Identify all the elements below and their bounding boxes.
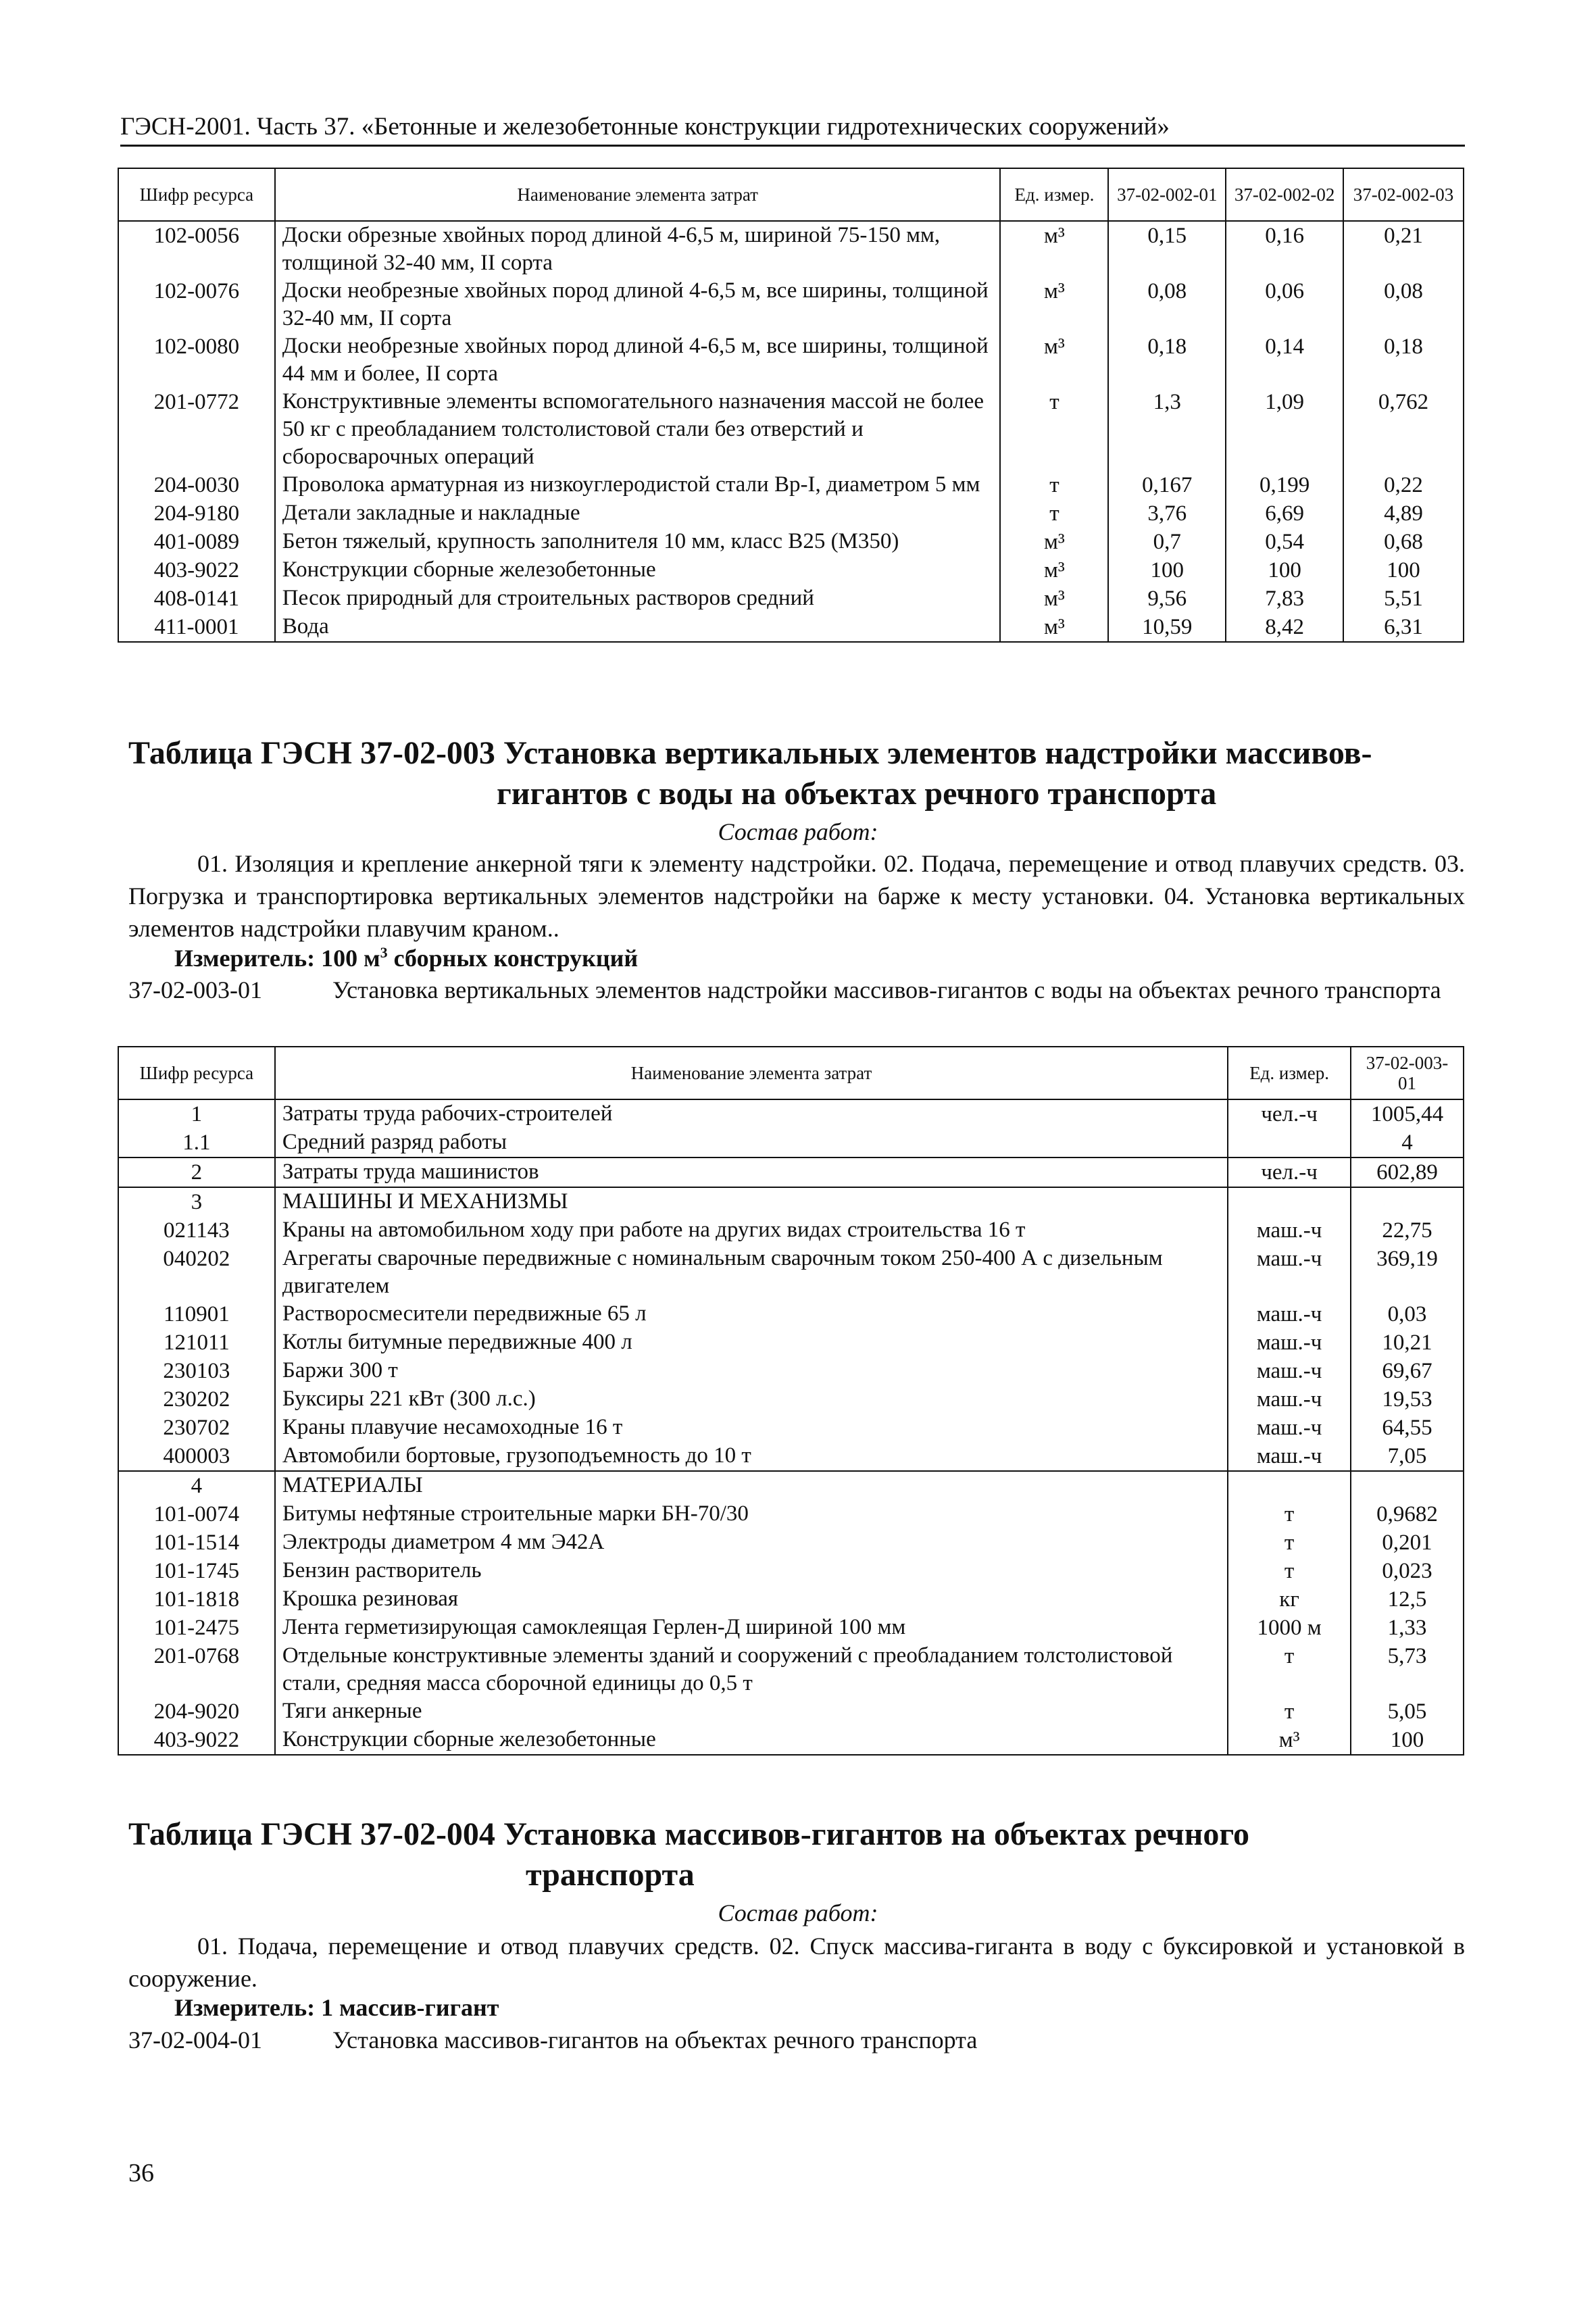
page-number: 36 bbox=[128, 2159, 154, 2187]
resource-name-cell: Краны плавучие несамоходные 16 т bbox=[275, 1414, 1228, 1442]
table-row bbox=[118, 332, 1464, 388]
unit-cell: кг bbox=[1228, 1585, 1351, 1614]
unit-cell: т bbox=[1000, 471, 1108, 499]
unit-cell: маш.-ч bbox=[1228, 1357, 1351, 1385]
resource-code-cell: 110901 bbox=[118, 1300, 275, 1328]
resource-code-cell: 101-1745 bbox=[118, 1557, 275, 1585]
unit-cell bbox=[1228, 1128, 1351, 1158]
norm-value-cell: 1,3 bbox=[1108, 388, 1226, 471]
column-header-norm-2: 37-02-002-02 bbox=[1226, 168, 1343, 221]
norm-value-cell: 4 bbox=[1351, 1128, 1464, 1158]
table-row bbox=[118, 388, 1464, 471]
unit-cell: т bbox=[1228, 1557, 1351, 1585]
resource-code-cell: 4 bbox=[118, 1471, 275, 1500]
unit-cell: т bbox=[1000, 388, 1108, 471]
composition-label: Состав работ: bbox=[718, 1899, 878, 1926]
table-row bbox=[118, 1187, 1464, 1216]
resource-name-cell: Растворосмесители передвижные 65 л bbox=[275, 1300, 1228, 1328]
unit-cell: т bbox=[1228, 1500, 1351, 1528]
resource-name-cell: Доски необрезные хвойных пород длиной 4-6,5 м, все ширины, толщиной 44 мм и более, II сорта bbox=[275, 332, 1001, 388]
norm-code-row bbox=[128, 2024, 1473, 2056]
table-row bbox=[118, 1697, 1464, 1726]
unit-cell: маш.-ч bbox=[1228, 1328, 1351, 1357]
resource-code-cell: 101-0074 bbox=[118, 1500, 275, 1528]
norm-value-cell bbox=[1351, 1471, 1464, 1500]
section-title-line-1: Таблица ГЭСН 37-02-003 Установка вертикальных элементов надстройки массивов- bbox=[128, 735, 1372, 771]
column-header-name: Наименование элемента затрат bbox=[275, 1047, 1228, 1099]
unit-cell: маш.-ч bbox=[1228, 1414, 1351, 1442]
unit-cell: м³ bbox=[1000, 584, 1108, 613]
table-row bbox=[118, 471, 1464, 499]
unit-cell bbox=[1228, 1187, 1351, 1216]
table-row bbox=[118, 1726, 1464, 1755]
section-title-line-2: гигантов с воды на объектах речного транспорта bbox=[497, 776, 1217, 812]
resource-name-cell: Конструкции сборные железобетонные bbox=[275, 1726, 1228, 1755]
norm-description: Установка вертикальных элементов надстройки массивов-гигантов с воды на объектах речного транспорта bbox=[332, 976, 1441, 1003]
resource-name-cell: Песок природный для строительных растворов средний bbox=[275, 584, 1001, 613]
page-header: ГЭСН-2001. Часть 37. «Бетонные и железобетонные конструкции гидротехнических сооружений» bbox=[120, 112, 1465, 147]
resource-name-cell: Доски обрезные хвойных пород длиной 4-6,5 м, шириной 75-150 мм, толщиной 32-40 мм, II сорта bbox=[275, 221, 1001, 277]
resource-name-cell: Конструкции сборные железобетонные bbox=[275, 556, 1001, 584]
norm-value-cell: 69,67 bbox=[1351, 1357, 1464, 1385]
norm-value-cell: 0,199 bbox=[1226, 471, 1343, 499]
norm-value-cell: 22,75 bbox=[1351, 1216, 1464, 1245]
norm-value-cell: 5,05 bbox=[1351, 1697, 1464, 1726]
resource-code-cell: 411-0001 bbox=[118, 613, 275, 642]
table-row bbox=[118, 1357, 1464, 1385]
norm-value-cell: 0,167 bbox=[1108, 471, 1226, 499]
section-title-37-02-004 bbox=[128, 1814, 1473, 1895]
norm-value-cell: 12,5 bbox=[1351, 1585, 1464, 1614]
norm-value-cell: 0,18 bbox=[1108, 332, 1226, 388]
unit-cell: чел.-ч bbox=[1228, 1099, 1351, 1128]
unit-cell: м³ bbox=[1000, 221, 1108, 277]
column-header-norm-3: 37-02-002-03 bbox=[1343, 168, 1464, 221]
norm-value-cell: 10,59 bbox=[1108, 613, 1226, 642]
resource-name-cell: Конструктивные элементы вспомогательного назначения массой не более 50 кг с преобладанием толстолистовой стали без отверстий и сборосварочных операций bbox=[275, 388, 1001, 471]
resource-name-cell: Буксиры 221 кВт (300 л.с.) bbox=[275, 1385, 1228, 1414]
table-row bbox=[118, 1642, 1464, 1697]
norm-value-cell: 0,54 bbox=[1226, 528, 1343, 556]
composition-text: 01. Изоляция и крепление анкерной тяги к элементу надстройки. 02. Подача, перемещение и отвод плавучих средств. 03. Погрузка и транспортировка вертикальных элементов надстройки на барже к месту установки. 04. Установка вертикальных элементов надстройки плавучим краном.. bbox=[128, 850, 1465, 942]
resource-code-cell: 204-9020 bbox=[118, 1697, 275, 1726]
resource-code-cell: 1 bbox=[118, 1099, 275, 1128]
norm-value-cell: 0,18 bbox=[1343, 332, 1464, 388]
resource-code-cell: 230702 bbox=[118, 1414, 275, 1442]
resource-table-37-02-002 bbox=[118, 168, 1464, 643]
norm-value-cell: 3,76 bbox=[1108, 499, 1226, 528]
table-row bbox=[118, 277, 1464, 332]
resource-code-cell: 101-1818 bbox=[118, 1585, 275, 1614]
norm-value-cell: 8,42 bbox=[1226, 613, 1343, 642]
table-row bbox=[118, 584, 1464, 613]
unit-cell: маш.-ч bbox=[1228, 1216, 1351, 1245]
resource-code-cell: 102-0056 bbox=[118, 221, 275, 277]
resource-name-cell: Битумы нефтяные строительные марки БН-70/30 bbox=[275, 1500, 1228, 1528]
resource-table-37-02-003 bbox=[118, 1046, 1464, 1756]
resource-code-cell: 201-0772 bbox=[118, 388, 275, 471]
unit-cell: маш.-ч bbox=[1228, 1245, 1351, 1300]
table-row bbox=[118, 1585, 1464, 1614]
resource-code-cell: 2 bbox=[118, 1158, 275, 1187]
resource-code-cell: 230103 bbox=[118, 1357, 275, 1385]
resource-name-cell: Автомобили бортовые, грузоподъемность до 10 т bbox=[275, 1442, 1228, 1471]
norm-value-cell: 0,08 bbox=[1108, 277, 1226, 332]
unit-cell: маш.-ч bbox=[1228, 1442, 1351, 1471]
table-row bbox=[118, 1328, 1464, 1357]
table-row bbox=[118, 221, 1464, 277]
resource-name-cell: Лента герметизирующая самоклеящая Герлен-Д шириной 100 мм bbox=[275, 1614, 1228, 1642]
resource-name-cell: Отдельные конструктивные элементы зданий и сооружений с преобладанием толстолистовой стали, средняя масса сборочной единицы до 0,5 т bbox=[275, 1642, 1228, 1697]
norm-value-cell: 9,56 bbox=[1108, 584, 1226, 613]
resource-name-cell: Баржи 300 т bbox=[275, 1357, 1228, 1385]
norm-value-cell: 0,023 bbox=[1351, 1557, 1464, 1585]
unit-cell: т bbox=[1228, 1642, 1351, 1697]
section-title-37-02-003 bbox=[128, 733, 1473, 814]
table-row bbox=[118, 1614, 1464, 1642]
measure-unit: Измеритель: 100 $м^3$ сборных конструкций bbox=[174, 944, 639, 972]
norm-value-cell: 100 bbox=[1108, 556, 1226, 584]
column-header-norm-1: 37-02-003-01 bbox=[1351, 1047, 1464, 1099]
norm-value-cell: 5,73 bbox=[1351, 1642, 1464, 1697]
norm-value-cell: 6,31 bbox=[1343, 613, 1464, 642]
resource-name-cell: Затраты труда рабочих-строителей bbox=[275, 1099, 1228, 1128]
column-header-code: Шифр ресурса bbox=[118, 168, 275, 221]
unit-cell: м³ bbox=[1000, 613, 1108, 642]
norm-value-cell: 1,09 bbox=[1226, 388, 1343, 471]
norm-value-cell: 0,7 bbox=[1108, 528, 1226, 556]
resource-code-cell: 102-0076 bbox=[118, 277, 275, 332]
column-header-name: Наименование элемента затрат bbox=[275, 168, 1001, 221]
norm-value-cell: 19,53 bbox=[1351, 1385, 1464, 1414]
resource-name-cell: МАТЕРИАЛЫ bbox=[275, 1471, 1228, 1500]
norm-value-cell: 0,21 bbox=[1343, 221, 1464, 277]
resource-code-cell: 204-9180 bbox=[118, 499, 275, 528]
resource-name-cell: Затраты труда машинистов bbox=[275, 1158, 1228, 1187]
resource-code-cell: 3 bbox=[118, 1187, 275, 1216]
unit-cell: т bbox=[1228, 1528, 1351, 1557]
table-row bbox=[118, 1557, 1464, 1585]
unit-cell: 1000 м bbox=[1228, 1614, 1351, 1642]
unit-cell: т bbox=[1228, 1697, 1351, 1726]
table-row bbox=[118, 1442, 1464, 1471]
norm-value-cell: 100 bbox=[1351, 1726, 1464, 1755]
resource-name-cell: Вода bbox=[275, 613, 1001, 642]
unit-cell: маш.-ч bbox=[1228, 1300, 1351, 1328]
norm-value-cell: 0,762 bbox=[1343, 388, 1464, 471]
resource-code-cell: 401-0089 bbox=[118, 528, 275, 556]
norm-value-cell bbox=[1351, 1187, 1464, 1216]
table-row bbox=[118, 528, 1464, 556]
resource-code-cell: 101-2475 bbox=[118, 1614, 275, 1642]
table-row bbox=[118, 1414, 1464, 1442]
norm-value-cell: 0,16 bbox=[1226, 221, 1343, 277]
resource-name-cell: Детали закладные и накладные bbox=[275, 499, 1001, 528]
unit-cell: т bbox=[1000, 499, 1108, 528]
norm-code: 37-02-004-01 bbox=[128, 2026, 262, 2053]
table-row bbox=[118, 1128, 1464, 1158]
unit-cell: м³ bbox=[1000, 528, 1108, 556]
unit-cell: маш.-ч bbox=[1228, 1385, 1351, 1414]
norm-value-cell: 1,33 bbox=[1351, 1614, 1464, 1642]
norm-value-cell: 0,9682 bbox=[1351, 1500, 1464, 1528]
section-title-line-1: Таблица ГЭСН 37-02-004 Установка массивов-гигантов на объектах речного bbox=[128, 1816, 1249, 1852]
norm-value-cell: 100 bbox=[1343, 556, 1464, 584]
column-header-unit: Ед. измер. bbox=[1228, 1047, 1351, 1099]
resource-code-cell: 1.1 bbox=[118, 1128, 275, 1158]
resource-code-cell: 408-0141 bbox=[118, 584, 275, 613]
resource-name-cell: Доски необрезные хвойных пород длиной 4-6,5 м, все ширины, толщиной 32-40 мм, II сорта bbox=[275, 277, 1001, 332]
resource-name-cell: Краны на автомобильном ходу при работе на других видах строительства 16 т bbox=[275, 1216, 1228, 1245]
norm-value-cell: 0,03 bbox=[1351, 1300, 1464, 1328]
norm-value-cell: 0,06 bbox=[1226, 277, 1343, 332]
resource-name-cell: Бетон тяжелый, крупность заполнителя 10 мм, класс В25 (М350) bbox=[275, 528, 1001, 556]
resource-name-cell: Котлы битумные передвижные 400 л bbox=[275, 1328, 1228, 1357]
resource-code-cell: 403-9022 bbox=[118, 556, 275, 584]
resource-code-cell: 230202 bbox=[118, 1385, 275, 1414]
table-row bbox=[118, 1300, 1464, 1328]
norm-value-cell: 7,83 bbox=[1226, 584, 1343, 613]
norm-value-cell: 100 bbox=[1226, 556, 1343, 584]
norm-value-cell: 10,21 bbox=[1351, 1328, 1464, 1357]
norm-value-cell: 64,55 bbox=[1351, 1414, 1464, 1442]
norm-value-cell: 6,69 bbox=[1226, 499, 1343, 528]
unit-cell: чел.-ч bbox=[1228, 1158, 1351, 1187]
norm-code-row bbox=[128, 974, 1473, 1039]
norm-value-cell: 5,51 bbox=[1343, 584, 1464, 613]
resource-code-cell: 021143 bbox=[118, 1216, 275, 1245]
norm-value-cell: 1005,44 bbox=[1351, 1099, 1464, 1128]
table-row bbox=[118, 1528, 1464, 1557]
resource-code-cell: 403-9022 bbox=[118, 1726, 275, 1755]
table-row bbox=[118, 1245, 1464, 1300]
norm-value-cell: 0,201 bbox=[1351, 1528, 1464, 1557]
norm-value-cell: 369,19 bbox=[1351, 1245, 1464, 1300]
resource-code-cell: 040202 bbox=[118, 1245, 275, 1300]
table-row bbox=[118, 1216, 1464, 1245]
resource-code-cell: 201-0768 bbox=[118, 1642, 275, 1697]
resource-code-cell: 121011 bbox=[118, 1328, 275, 1357]
unit-cell: м³ bbox=[1000, 277, 1108, 332]
table-row bbox=[118, 556, 1464, 584]
unit-cell: м³ bbox=[1000, 556, 1108, 584]
resource-code-cell: 204-0030 bbox=[118, 471, 275, 499]
table-row bbox=[118, 1500, 1464, 1528]
column-header-norm-1: 37-02-002-01 bbox=[1108, 168, 1226, 221]
table-row bbox=[118, 613, 1464, 642]
unit-cell: м³ bbox=[1000, 332, 1108, 388]
unit-cell bbox=[1228, 1471, 1351, 1500]
composition-label: Состав работ: bbox=[718, 818, 878, 845]
norm-value-cell: 0,22 bbox=[1343, 471, 1464, 499]
table-row bbox=[118, 1471, 1464, 1500]
resource-code-cell: 400003 bbox=[118, 1442, 275, 1471]
resource-name-cell: Электроды диаметром 4 мм Э42А bbox=[275, 1528, 1228, 1557]
resource-name-cell: Тяги анкерные bbox=[275, 1697, 1228, 1726]
resource-name-cell: Средний разряд работы bbox=[275, 1128, 1228, 1158]
column-header-unit: Ед. измер. bbox=[1000, 168, 1108, 221]
table-row bbox=[118, 1385, 1464, 1414]
column-header-code: Шифр ресурса bbox=[118, 1047, 275, 1099]
norm-value-cell: 0,68 bbox=[1343, 528, 1464, 556]
norm-value-cell: 602,89 bbox=[1351, 1158, 1464, 1187]
measure-unit: Измеритель: 1 массив-гигант bbox=[174, 1994, 499, 2021]
resource-code-cell: 101-1514 bbox=[118, 1528, 275, 1557]
norm-value-cell: 0,15 bbox=[1108, 221, 1226, 277]
resource-name-cell: МАШИНЫ И МЕХАНИЗМЫ bbox=[275, 1187, 1228, 1216]
norm-value-cell: 4,89 bbox=[1343, 499, 1464, 528]
resource-name-cell: Бензин растворитель bbox=[275, 1557, 1228, 1585]
table-row bbox=[118, 499, 1464, 528]
norm-code: 37-02-003-01 bbox=[128, 976, 262, 1003]
resource-name-cell: Крошка резиновая bbox=[275, 1585, 1228, 1614]
resource-name-cell: Агрегаты сварочные передвижные с номинальным сварочным током 250-400 А с дизельным двигателем bbox=[275, 1245, 1228, 1300]
norm-value-cell: 0,14 bbox=[1226, 332, 1343, 388]
composition-text: 01. Подача, перемещение и отвод плавучих средств. 02. Спуск массива-гиганта в воду с буксировкой и установкой в сооружение. bbox=[128, 1933, 1465, 1992]
resource-name-cell: Проволока арматурная из низкоуглеродистой стали Вр-I, диаметром 5 мм bbox=[275, 471, 1001, 499]
unit-cell: м³ bbox=[1228, 1726, 1351, 1755]
norm-description: Установка массивов-гигантов на объектах речного транспорта bbox=[332, 2026, 978, 2053]
table-row bbox=[118, 1099, 1464, 1128]
table-row bbox=[118, 1158, 1464, 1187]
norm-value-cell: 0,08 bbox=[1343, 277, 1464, 332]
resource-code-cell: 102-0080 bbox=[118, 332, 275, 388]
section-title-line-2: транспорта bbox=[526, 1857, 695, 1893]
norm-value-cell: 7,05 bbox=[1351, 1442, 1464, 1471]
